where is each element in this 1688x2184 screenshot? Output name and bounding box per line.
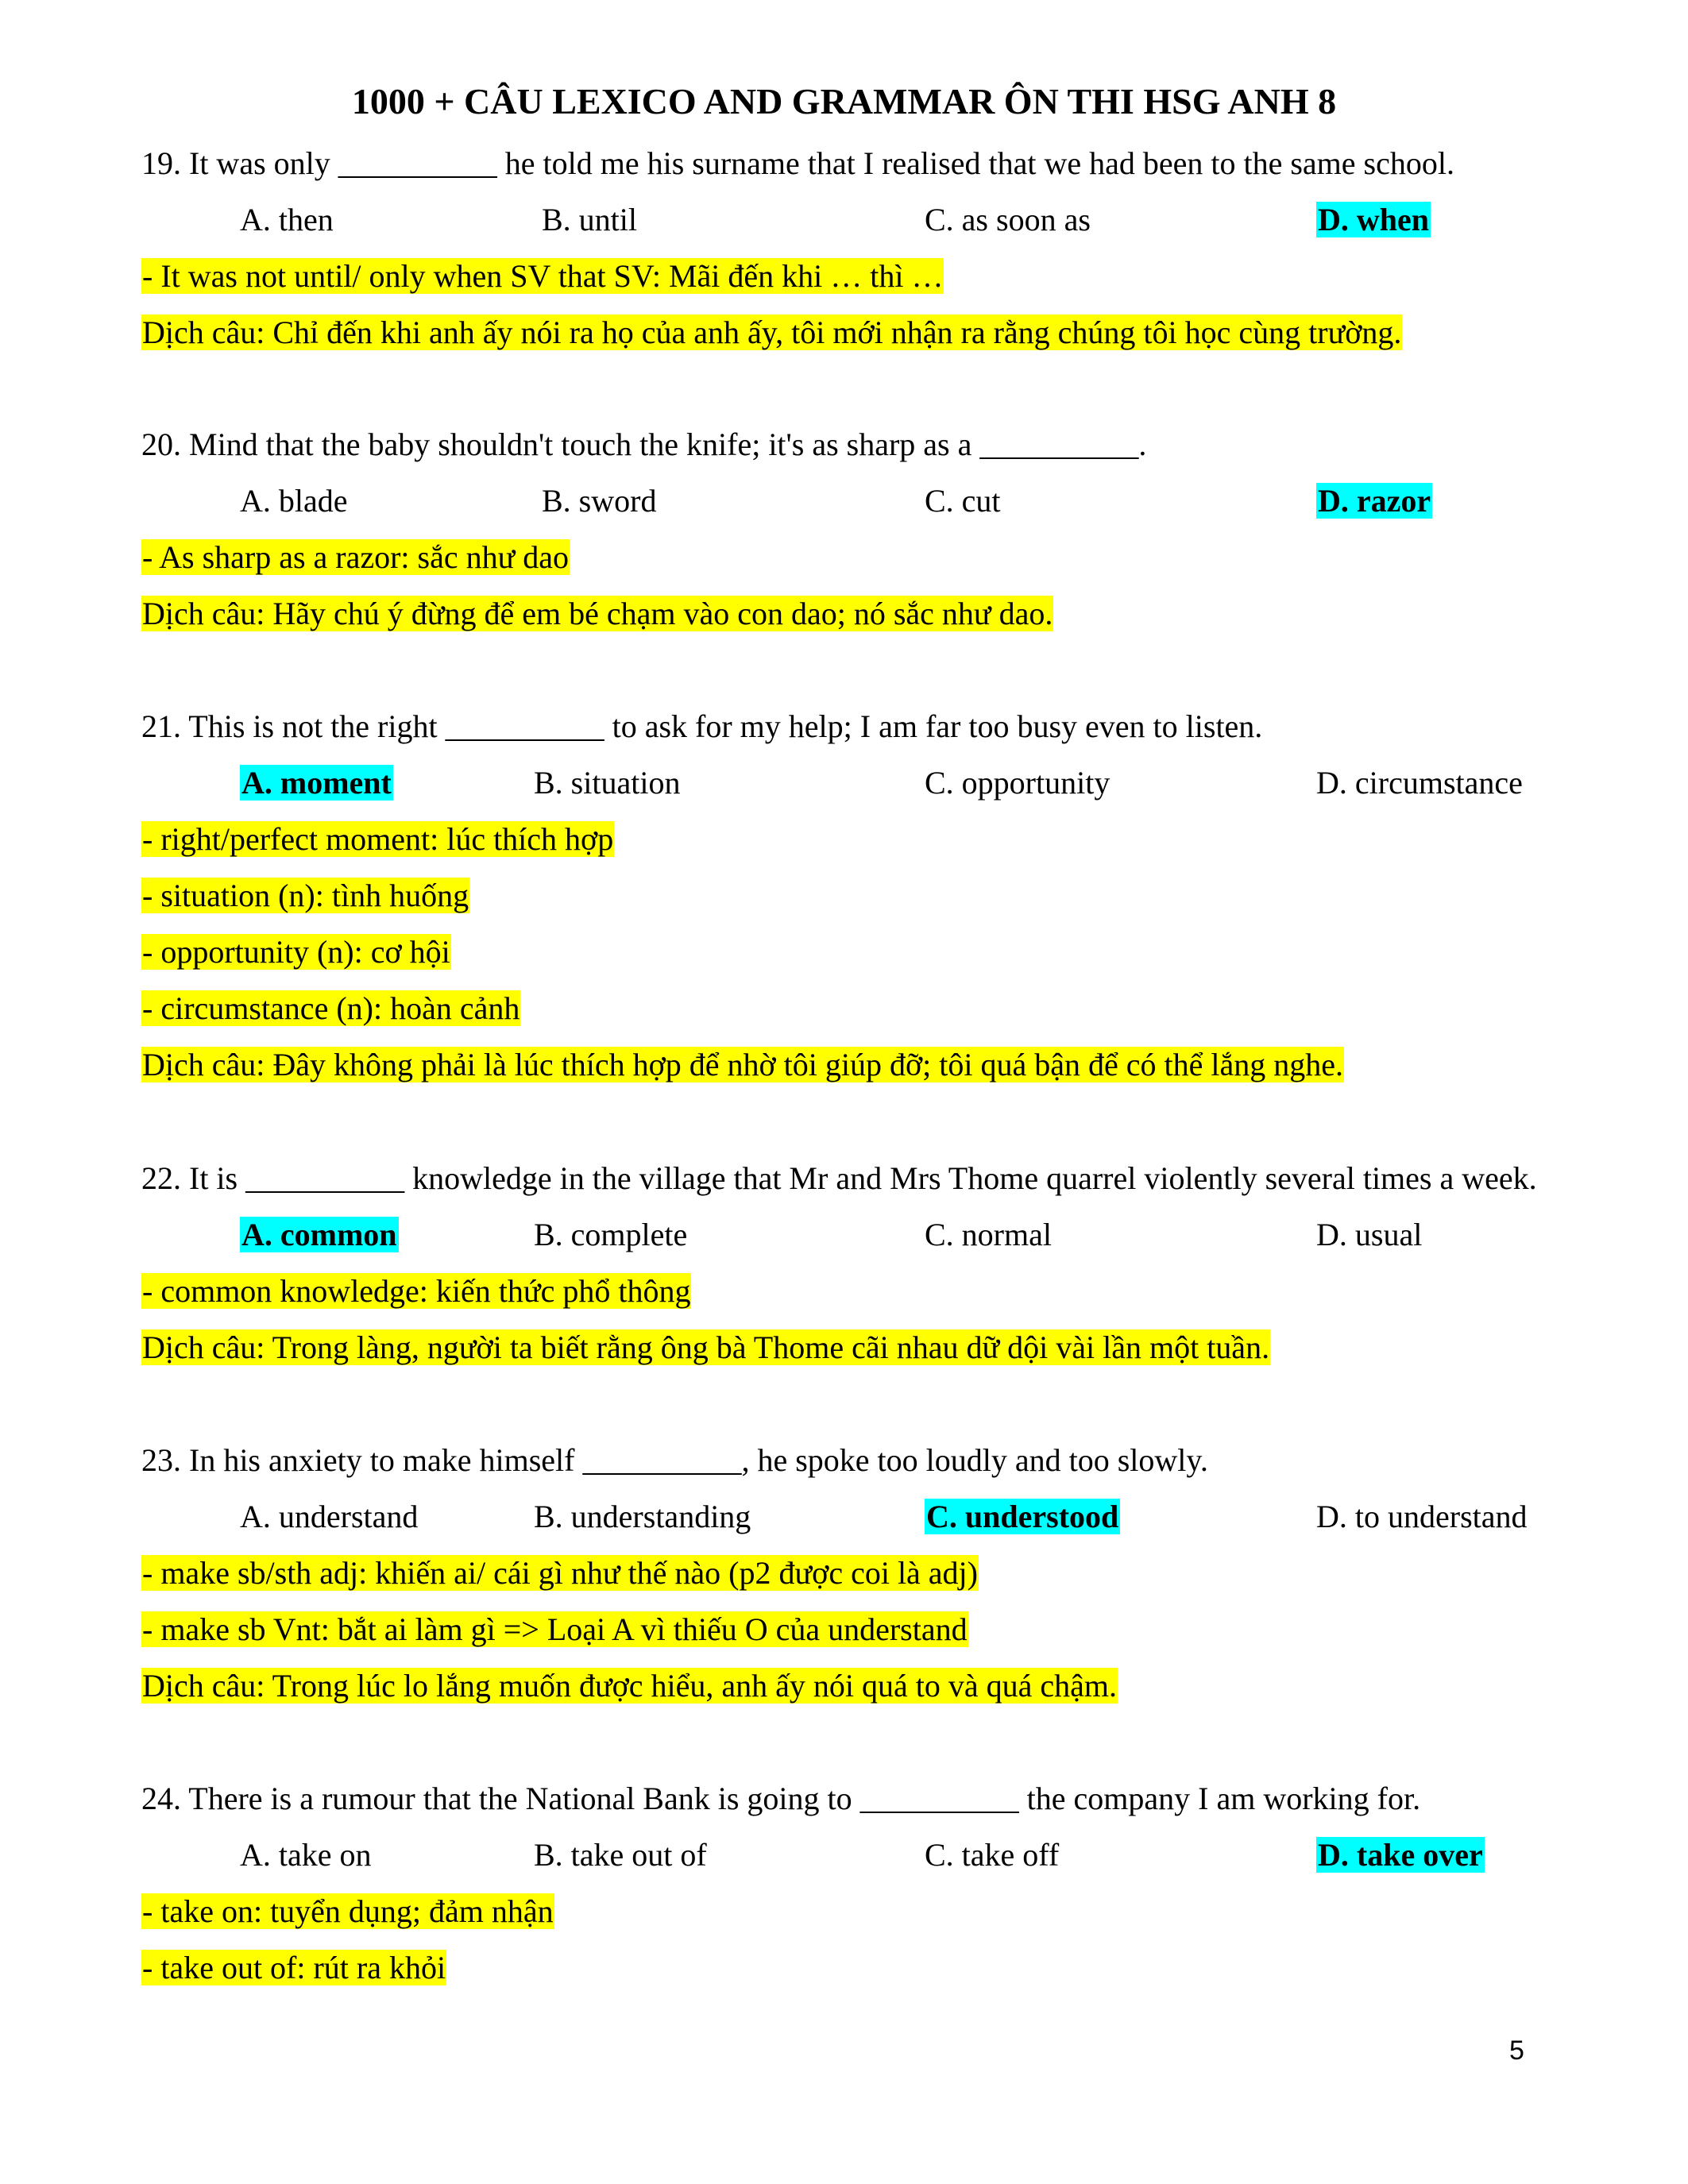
question-21-stem: 21. This is not the right __________ to ask for my help; I am far too busy even to listen. — [141, 708, 1263, 744]
q22-option-b: B. complete — [534, 1217, 688, 1252]
q22-option-d: D. usual — [1316, 1217, 1423, 1252]
q23-note-2: - make sb Vnt: bắt ai làm gì => Loại A vì thiếu O của understand — [142, 1611, 968, 1647]
page-number: 5 — [1509, 2035, 1524, 2066]
q19-translation: Dịch câu: Chỉ đến khi anh ấy nói ra họ của anh ấy, tôi mới nhận ra rằng chúng tôi học cùng trường. — [142, 314, 1402, 350]
q21-option-c: C. opportunity — [925, 765, 1111, 801]
page-title: 1000 + CÂU LEXICO AND GRAMMAR ÔN THI HSG ANH 8 — [351, 81, 1337, 122]
q20-option-d-answer: D. razor — [1318, 483, 1431, 519]
q20-option-c: C. cut — [925, 483, 1001, 519]
question-20-stem: 20. Mind that the baby shouldn't touch the knife; it's as sharp as a __________. — [141, 426, 1147, 462]
q24-option-d-answer: D. take over — [1318, 1837, 1483, 1873]
q24-option-a: A. take on — [240, 1837, 372, 1873]
q19-note-1: - It was not until/ only when SV that SV: Mãi đến khi … thì … — [142, 258, 944, 294]
q21-note-2: - situation (n): tình huống — [142, 878, 469, 913]
q22-translation: Dịch câu: Trong làng, người ta biết rằng ông bà Thome cãi nhau dữ dội vài lần một tuần. — [142, 1329, 1270, 1365]
q23-option-b: B. understanding — [534, 1499, 751, 1534]
q22-option-a-answer: A. common — [241, 1217, 397, 1252]
question-23-stem: 23. In his anxiety to make himself __________, he spoke too loudly and too slowly. — [141, 1442, 1208, 1478]
q23-note-1: - make sb/sth adj: khiến ai/ cái gì như thế nào (p2 được coi là adj) — [142, 1555, 978, 1591]
q24-note-1: - take on: tuyển dụng; đảm nhận — [142, 1893, 554, 1929]
q21-note-1: - right/perfect moment: lúc thích hợp — [142, 821, 614, 857]
q21-translation: Dịch câu: Đây không phải là lúc thích hợp để nhờ tôi giúp đỡ; tôi quá bận để có thể lắng nghe. — [142, 1047, 1343, 1082]
q21-note-4: - circumstance (n): hoàn cảnh — [142, 990, 520, 1026]
q20-option-b: B. sword — [542, 483, 657, 519]
q23-option-d: D. to understand — [1316, 1499, 1528, 1534]
q21-option-a-answer: A. moment — [241, 765, 392, 801]
q19-option-c: C. as soon as — [925, 202, 1091, 237]
q20-option-a: A. blade — [240, 483, 348, 519]
q20-note-1: - As sharp as a razor: sắc như dao — [142, 539, 570, 575]
q24-option-c: C. take off — [925, 1837, 1060, 1873]
q22-option-c: C. normal — [925, 1217, 1052, 1252]
question-22-stem: 22. It is __________ knowledge in the village that Mr and Mrs Thome quarrel violently several times a week. — [141, 1160, 1537, 1196]
question-19-stem: 19. It was only __________ he told me his surname that I realised that we had been to the same school. — [141, 145, 1454, 181]
q19-option-d-answer: D. when — [1318, 202, 1430, 237]
q20-translation: Dịch câu: Hãy chú ý đừng để em bé chạm vào con dao; nó sắc như dao. — [142, 596, 1053, 631]
q19-option-a: A. then — [240, 202, 334, 237]
q24-option-b: B. take out of — [534, 1837, 707, 1873]
q21-option-d: D. circumstance — [1316, 765, 1523, 801]
q24-note-2: - take out of: rút ra khỏi — [142, 1950, 446, 1985]
q23-translation: Dịch câu: Trong lúc lo lắng muốn được hiểu, anh ấy nói quá to và quá chậm. — [142, 1668, 1118, 1704]
q21-option-b: B. situation — [534, 765, 681, 801]
q23-option-a: A. understand — [240, 1499, 419, 1534]
q23-option-c-answer: C. understood — [926, 1499, 1119, 1534]
q21-note-3: - opportunity (n): cơ hội — [142, 934, 450, 970]
q19-option-b: B. until — [542, 202, 638, 237]
question-24-stem: 24. There is a rumour that the National Bank is going to __________ the company I am working for. — [141, 1781, 1421, 1816]
q22-note-1: - common knowledge: kiến thức phổ thông — [142, 1273, 691, 1309]
